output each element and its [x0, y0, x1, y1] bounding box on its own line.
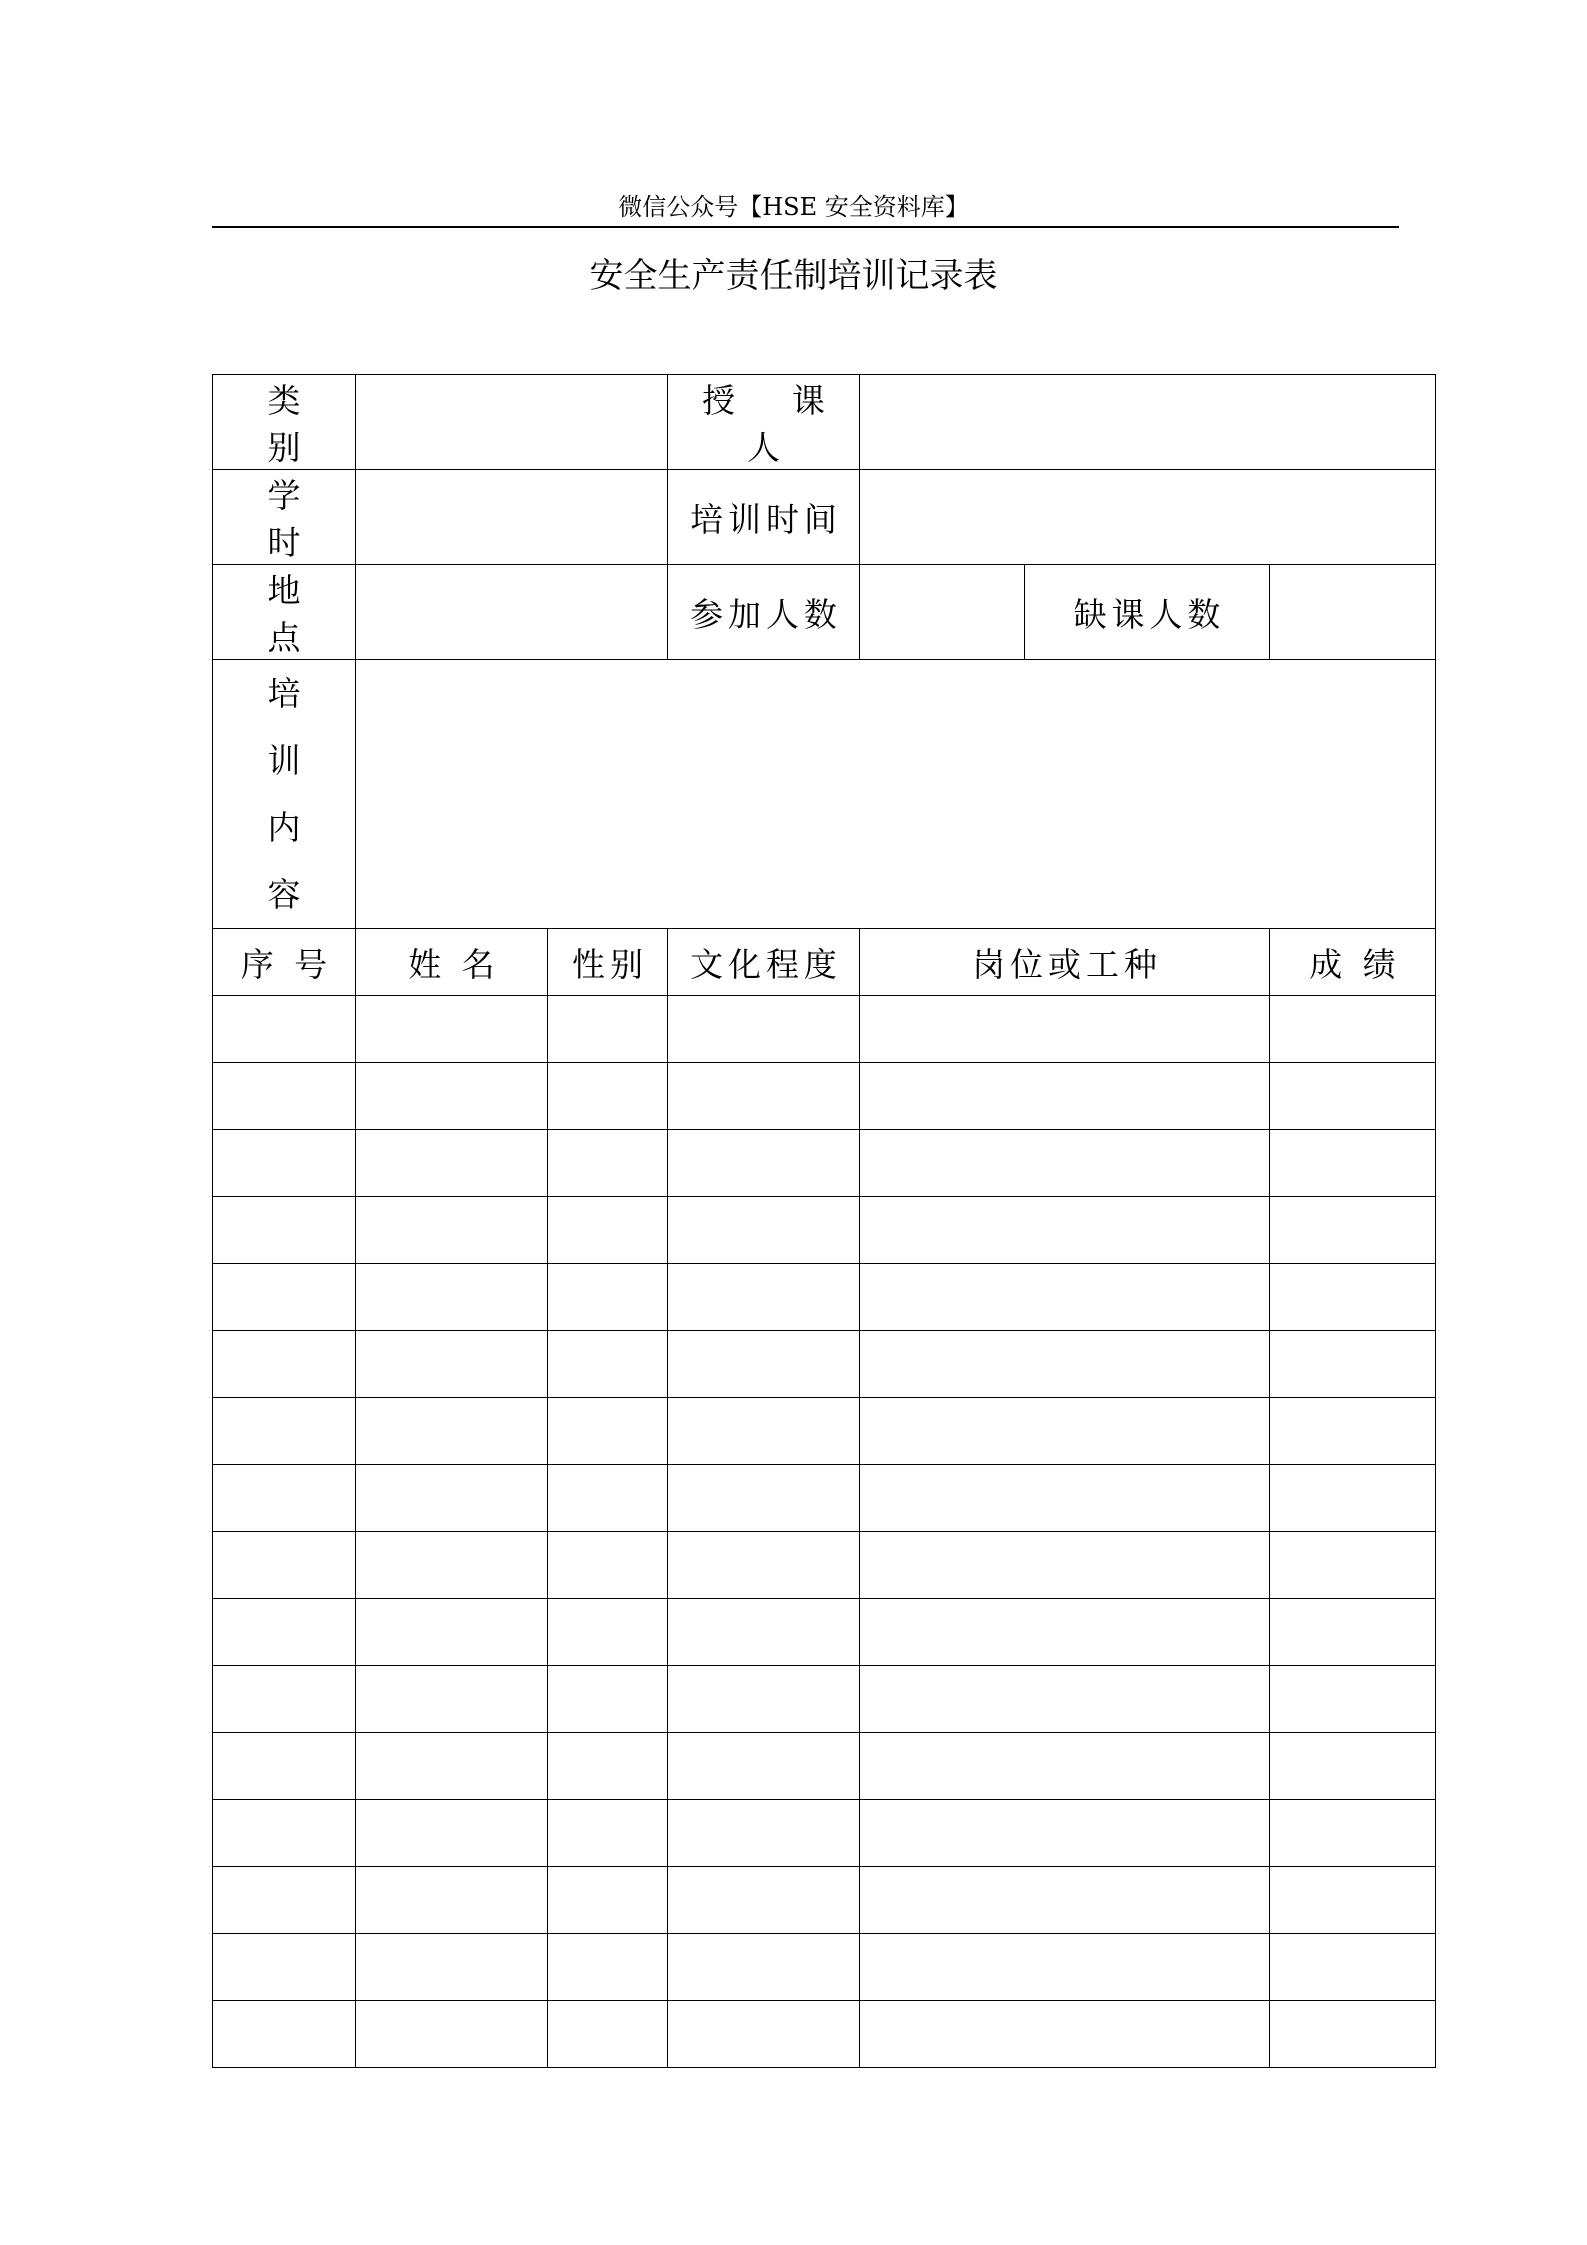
- roster-row: [213, 1733, 1436, 1800]
- index-cell[interactable]: [213, 1063, 356, 1130]
- score-cell[interactable]: [1270, 1934, 1436, 2001]
- index-cell[interactable]: [213, 1264, 356, 1331]
- score-cell[interactable]: [1270, 1666, 1436, 1733]
- roster-row: [213, 1599, 1436, 1666]
- document-title: 安全生产责任制培训记录表: [589, 256, 998, 296]
- gender-cell[interactable]: [548, 2001, 668, 2068]
- position-cell[interactable]: [860, 1063, 1270, 1130]
- gender-cell[interactable]: [548, 1197, 668, 1264]
- name-cell[interactable]: [356, 1867, 548, 1934]
- score-cell[interactable]: [1270, 1264, 1436, 1331]
- education-cell[interactable]: [668, 1934, 860, 2001]
- roster-row: [213, 1800, 1436, 1867]
- index-cell[interactable]: [213, 996, 356, 1063]
- position-cell[interactable]: [860, 1733, 1270, 1800]
- category-label: 类 别: [213, 375, 356, 470]
- name-cell[interactable]: [356, 1465, 548, 1532]
- absentees-label: 缺课人数: [1025, 565, 1270, 660]
- score-cell[interactable]: [1270, 1599, 1436, 1666]
- category-field[interactable]: [356, 375, 668, 470]
- position-cell[interactable]: [860, 1465, 1270, 1532]
- index-cell[interactable]: [213, 1130, 356, 1197]
- education-cell[interactable]: [668, 1532, 860, 1599]
- hours-field[interactable]: [356, 470, 668, 565]
- index-cell[interactable]: [213, 1532, 356, 1599]
- index-cell[interactable]: [213, 2001, 356, 2068]
- gender-cell[interactable]: [548, 1867, 668, 1934]
- name-cell[interactable]: [356, 1331, 548, 1398]
- attendees-field[interactable]: [860, 565, 1025, 660]
- name-cell[interactable]: [356, 2001, 548, 2068]
- index-cell[interactable]: [213, 1398, 356, 1465]
- index-cell[interactable]: [213, 1465, 356, 1532]
- roster-row: [213, 1398, 1436, 1465]
- position-cell[interactable]: [860, 996, 1270, 1063]
- score-cell[interactable]: [1270, 1800, 1436, 1867]
- position-cell[interactable]: [860, 2001, 1270, 2068]
- score-cell[interactable]: [1270, 996, 1436, 1063]
- score-cell[interactable]: [1270, 1130, 1436, 1197]
- training-time-label: 培训时间: [668, 470, 860, 565]
- training-content-label: [213, 660, 356, 929]
- education-cell[interactable]: [668, 1130, 860, 1197]
- position-cell[interactable]: [860, 1331, 1270, 1398]
- absentees-field[interactable]: [1270, 565, 1436, 660]
- education-cell[interactable]: [668, 1264, 860, 1331]
- education-cell[interactable]: [668, 1465, 860, 1532]
- name-cell[interactable]: [356, 1599, 548, 1666]
- roster-row: [213, 1532, 1436, 1599]
- gender-cell[interactable]: [548, 1934, 668, 2001]
- content-label-char: 培: [267, 674, 301, 713]
- name-cell[interactable]: [356, 1934, 548, 2001]
- roster-row: [213, 1331, 1436, 1398]
- position-cell[interactable]: [860, 1666, 1270, 1733]
- row-category: [213, 375, 1436, 470]
- source-header: 微信公众号【HSE 安全资料库】: [618, 193, 969, 221]
- name-cell[interactable]: [356, 1264, 548, 1331]
- education-cell[interactable]: [668, 1063, 860, 1130]
- row-hours: [213, 470, 1436, 565]
- gender-cell[interactable]: [548, 1599, 668, 1666]
- education-cell[interactable]: [668, 1733, 860, 1800]
- roster-row: [213, 1867, 1436, 1934]
- index-cell[interactable]: [213, 1867, 356, 1934]
- education-cell[interactable]: [668, 1666, 860, 1733]
- score-cell[interactable]: [1270, 1465, 1436, 1532]
- gender-cell[interactable]: [548, 1465, 668, 1532]
- column-header-gender: 性别: [548, 929, 668, 996]
- instructor-field[interactable]: [860, 375, 1436, 470]
- content-label-char: 容: [267, 875, 301, 914]
- gender-cell[interactable]: [548, 1063, 668, 1130]
- name-cell[interactable]: [356, 1197, 548, 1264]
- roster-row: [213, 2001, 1436, 2068]
- index-cell[interactable]: [213, 1733, 356, 1800]
- name-cell[interactable]: [356, 1063, 548, 1130]
- education-cell[interactable]: [668, 1197, 860, 1264]
- roster-row: [213, 1264, 1436, 1331]
- header-divider: [212, 226, 1399, 228]
- index-cell[interactable]: [213, 1599, 356, 1666]
- name-cell[interactable]: [356, 996, 548, 1063]
- roster-row: [213, 1666, 1436, 1733]
- position-cell[interactable]: [860, 1130, 1270, 1197]
- gender-cell[interactable]: [548, 1264, 668, 1331]
- index-cell[interactable]: [213, 1934, 356, 2001]
- index-cell[interactable]: [213, 1666, 356, 1733]
- location-field[interactable]: [356, 565, 668, 660]
- instructor-label: 授 课 人: [668, 375, 860, 470]
- education-cell[interactable]: [668, 2001, 860, 2068]
- score-cell[interactable]: [1270, 1733, 1436, 1800]
- score-cell[interactable]: [1270, 1532, 1436, 1599]
- column-header-index: 序 号: [213, 929, 356, 996]
- column-header-score: 成 绩: [1270, 929, 1436, 996]
- index-cell[interactable]: [213, 1331, 356, 1398]
- index-cell[interactable]: [213, 1800, 356, 1867]
- training-record-table: [212, 374, 1436, 2068]
- roster-row: [213, 1130, 1436, 1197]
- name-cell[interactable]: [356, 1532, 548, 1599]
- roster-row: [213, 1465, 1436, 1532]
- name-cell[interactable]: [356, 1130, 548, 1197]
- position-cell[interactable]: [860, 1398, 1270, 1465]
- hours-label: 学 时: [213, 470, 356, 565]
- position-cell[interactable]: [860, 1867, 1270, 1934]
- roster-row: [213, 1197, 1436, 1264]
- row-location: [213, 565, 1436, 660]
- position-cell[interactable]: [860, 1264, 1270, 1331]
- training-content-field[interactable]: [356, 660, 1436, 929]
- name-cell[interactable]: [356, 1733, 548, 1800]
- score-cell[interactable]: [1270, 1197, 1436, 1264]
- roster-row: [213, 996, 1436, 1063]
- position-cell[interactable]: [860, 1599, 1270, 1666]
- gender-cell[interactable]: [548, 1733, 668, 1800]
- index-cell[interactable]: [213, 1197, 356, 1264]
- position-cell[interactable]: [860, 1532, 1270, 1599]
- education-cell[interactable]: [668, 996, 860, 1063]
- score-cell[interactable]: [1270, 1063, 1436, 1130]
- column-header-position: 岗位或工种: [860, 929, 1270, 996]
- row-training-content: [213, 660, 1436, 929]
- education-cell[interactable]: [668, 1599, 860, 1666]
- gender-cell[interactable]: [548, 1398, 668, 1465]
- roster-header-row: [213, 929, 1436, 996]
- score-cell[interactable]: [1270, 1867, 1436, 1934]
- content-label-char: 内: [267, 808, 301, 847]
- name-cell[interactable]: [356, 1398, 548, 1465]
- score-cell[interactable]: [1270, 1331, 1436, 1398]
- position-cell[interactable]: [860, 1800, 1270, 1867]
- gender-cell[interactable]: [548, 1800, 668, 1867]
- education-cell[interactable]: [668, 1800, 860, 1867]
- education-cell[interactable]: [668, 1398, 860, 1465]
- gender-cell[interactable]: [548, 1532, 668, 1599]
- position-cell[interactable]: [860, 1934, 1270, 2001]
- gender-cell[interactable]: [548, 1666, 668, 1733]
- location-label: 地 点: [213, 565, 356, 660]
- gender-cell[interactable]: [548, 996, 668, 1063]
- content-label-char: 训: [267, 741, 301, 780]
- gender-cell[interactable]: [548, 1331, 668, 1398]
- training-time-field[interactable]: [860, 470, 1436, 565]
- score-cell[interactable]: [1270, 2001, 1436, 2068]
- roster-row: [213, 1934, 1436, 2001]
- name-cell[interactable]: [356, 1666, 548, 1733]
- attendees-label: 参加人数: [668, 565, 860, 660]
- name-cell[interactable]: [356, 1800, 548, 1867]
- score-cell[interactable]: [1270, 1398, 1436, 1465]
- position-cell[interactable]: [860, 1197, 1270, 1264]
- column-header-name: 姓 名: [356, 929, 548, 996]
- roster-row: [213, 1063, 1436, 1130]
- education-cell[interactable]: [668, 1867, 860, 1934]
- education-cell[interactable]: [668, 1331, 860, 1398]
- column-header-education: 文化程度: [668, 929, 860, 996]
- gender-cell[interactable]: [548, 1130, 668, 1197]
